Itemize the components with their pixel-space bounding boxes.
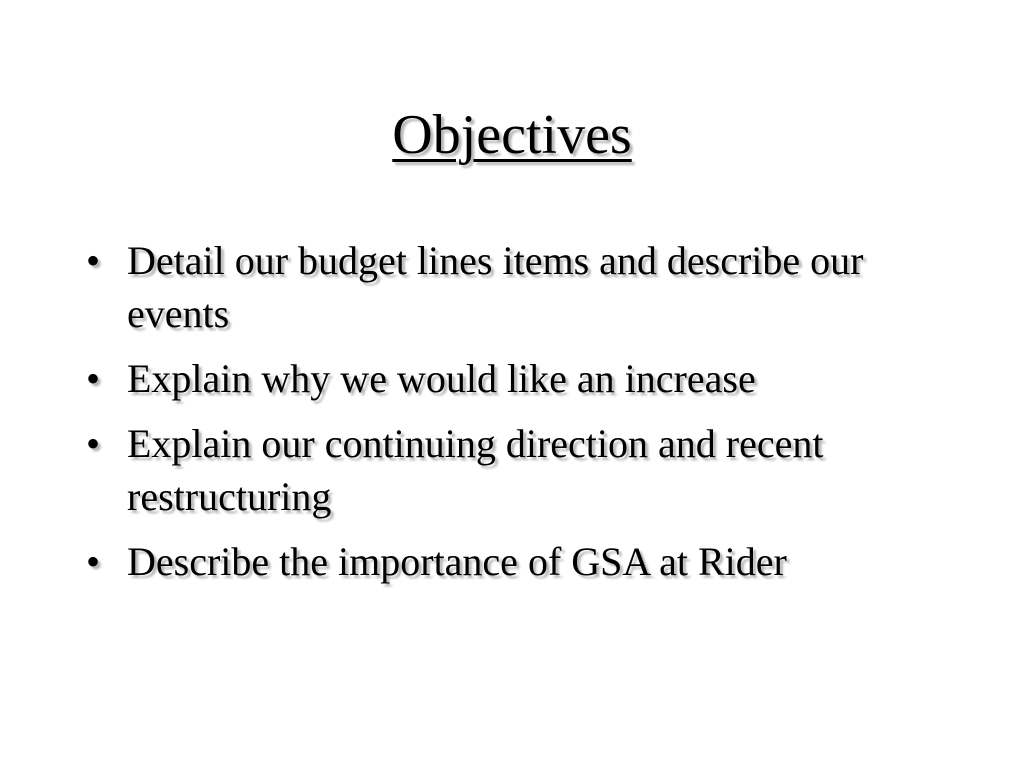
bullet-item-increase — [86, 352, 946, 405]
bullet-text: Explain our continuing direction and recent restructuring — [127, 421, 824, 519]
slide-title: Objectives — [392, 104, 632, 166]
bullet-item-importance — [86, 535, 946, 588]
bullet-text: Describe the importance of GSA at Rider — [127, 539, 787, 584]
bullet-item-budget-lines — [86, 234, 946, 340]
bullet-text: Detail our budget lines items and describe our events — [127, 238, 864, 336]
bullet-text: Explain why we would like an increase — [127, 356, 756, 401]
bullet-marker: • — [86, 356, 101, 401]
bullet-item-direction — [86, 417, 946, 523]
bullet-marker: • — [86, 421, 101, 466]
bullet-list — [86, 234, 946, 600]
bullet-marker: • — [86, 539, 101, 584]
bullet-marker: • — [86, 238, 101, 283]
